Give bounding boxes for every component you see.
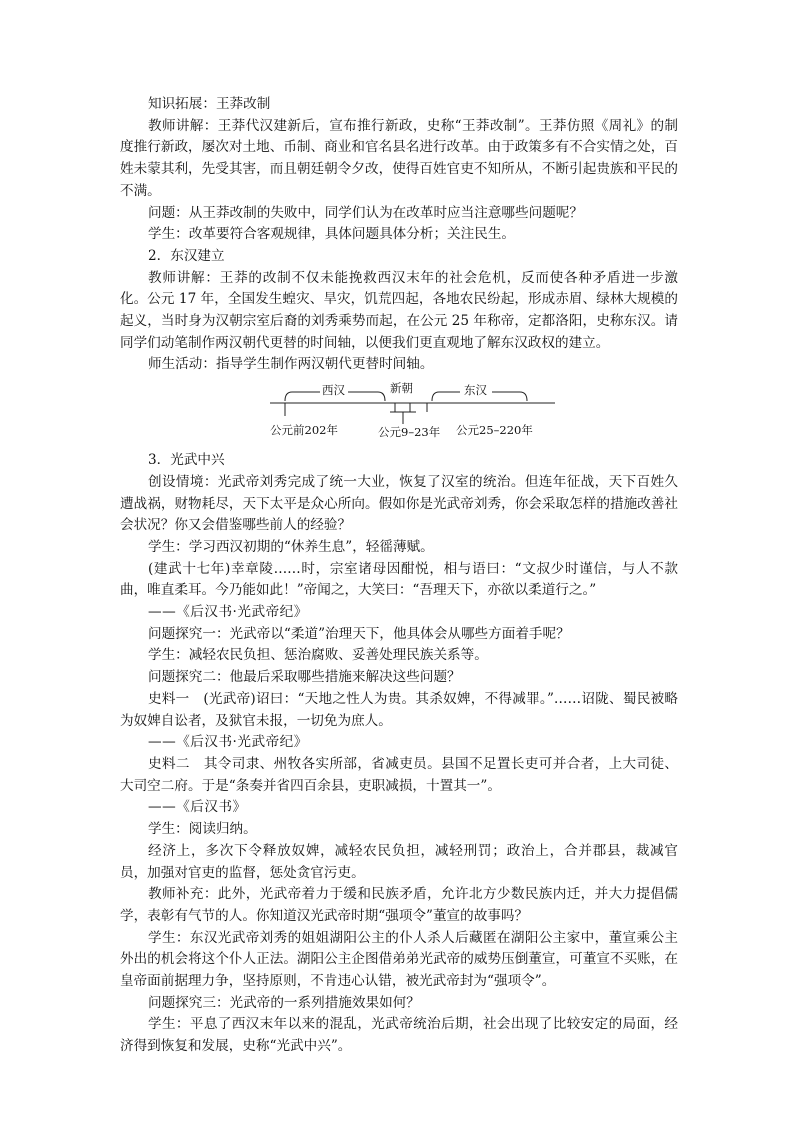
section-3-citation-1: ——《后汉书·光武帝纪》 xyxy=(148,604,308,621)
section-3-student-answer-5: 学生：平息了西汉末年以来的混乱，光武帝统治后期，社会出现了比较安定的局面，经济得到恢复和发展，史称“光武中兴”。 xyxy=(120,1016,678,1055)
section-2-activity: 师生活动：指导学生制作两汉朝代更替时间轴。 xyxy=(148,356,434,373)
section-3-summary: 经济上，多次下令释放奴婢，减轻农民负担，减轻刑罚；政治上，合并郡县，裁减官员，加强对官吏的监督，惩处贪官污吏。 xyxy=(120,842,678,881)
label-xin: 新朝 xyxy=(390,381,413,396)
section-3-student-answer-4: 学生：东汉光武帝刘秀的姐姐湖阳公主的仆人杀人后藏匿在湖阳公主家中，董宣乘公主外出的机会将这个仆人正法。湖阳公主企图借弟弟光武帝的威势压倒董宣，可董宣不买账，在皇帝面前据理力争，坚持原则，不肯违心认错，被光武帝封为“强项令”。 xyxy=(120,929,678,990)
section-3-scenario: 创设情境：光武帝刘秀完成了统一大业，恢复了汉室的统治。但连年征战，天下百姓久遭战祸，财物耗尽，天下太平是众心所向。假如你是光武帝刘秀，你会采取怎样的措施改善社会状况？你又会借鉴哪些前人的经验？ xyxy=(120,473,678,534)
label-start-year: 公元前202年 xyxy=(270,423,338,438)
extension-student-answer: 学生：改革要符合客观规律，具体问题具体分析；关注民生。 xyxy=(148,226,516,243)
label-western-han: 西汉 xyxy=(322,383,345,398)
section-3-citation-2: ——《后汉书·光武帝纪》 xyxy=(148,734,308,751)
han-dynasty-timeline xyxy=(120,376,678,450)
label-xin-years: 公元9–23年 xyxy=(378,425,441,440)
section-3-teacher-supplement: 教师补充：此外，光武帝着力于缓和民族矛盾，允许北方少数民族内迁，并大力提倡儒学，表彰有气节的人。你知道汉光武帝时期“强项令”董宣的故事吗？ xyxy=(120,886,678,924)
section-3-student-answer-3: 学生：阅读归纳。 xyxy=(148,821,257,838)
section-3-question-3: 问题探究三：光武帝的一系列措施效果如何？ xyxy=(148,994,420,1011)
section-3-citation-3: ——《后汉书》 xyxy=(148,799,247,816)
section-3-title: 3．光武中兴 xyxy=(148,452,225,469)
section-3-source-2: 史料二 其令司隶、州牧各实所部，省减吏员。县国不足置长吏可并合者，上大司徒、大司空二府。于是“条奏并省四百余县，吏职减损，十置其一”。 xyxy=(120,755,678,794)
label-eastern-years: 公元25–220年 xyxy=(456,423,533,438)
extension-question: 问题：从王莽改制的失败中，同学们认为在改革时应当注意哪些问题呢？ xyxy=(148,204,583,221)
section-3-question-1: 问题探究一：光武帝以“柔道”治理天下，他具体会从哪些方面着手呢？ xyxy=(148,625,570,642)
section-3-student-answer-1: 学生：学习西汉初期的“休养生息”，轻徭薄赋。 xyxy=(148,538,434,555)
section-3-quote-1: (建武十七年)幸章陵……时，宗室诸母因酣悦，相与语曰：“文叔少时谨信，与人不款曲，唯直柔耳。今乃能如此！”帝闻之，大笑曰：“吾理天下，亦欲以柔道行之。” xyxy=(120,560,678,599)
section-3-source-1: 史料一 (光武帝)诏曰：“天地之性人为贵。其杀奴婢，不得减罪。”……诏陇、蜀民被略为奴婢自讼者，及狱官未报，一切免为庶人。 xyxy=(120,690,678,729)
extension-title: 知识拓展：王莽改制 xyxy=(148,96,271,112)
lesson-text xyxy=(120,94,678,1058)
section-2-teacher-explanation: 教师讲解：王莽的改制不仅未能挽救西汉末年的社会危机，反而使各种矛盾进一步激化。公元 17 年，全国发生蝗灾、旱灾，饥荒四起，各地农民纷起，形成赤眉、绿林大规模的起义，当时身为汉朝宗室后裔的刘秀乘势而起，在公元 25 年称帝，定都洛阳，史称东汉。请同学们动笔制作两汉朝代更替的时间轴，以便我们更直观地了解东汉政权的建立。 xyxy=(120,269,678,351)
extension-teacher-explanation: 教师讲解：王莽代汉建新后，宣布推行新政，史称“王莽改制”。王莽仿照《周礼》的制度推行新政，屡次对土地、币制、商业和官名县名进行改革。由于政策多有不合实情之处，百姓未蒙其利，先受其害，而且朝廷朝令夕改，使得百姓官吏不知所从，不断引起贵族和平民的不满。 xyxy=(120,117,678,199)
label-eastern-han: 东汉 xyxy=(464,383,487,398)
section-2-title: 2．东汉建立 xyxy=(148,247,225,264)
section-3-student-answer-2: 学生：减轻农民负担、惩治腐败、妥善处理民族关系等。 xyxy=(148,647,488,664)
section-3-question-2: 问题探究二：他最后采取哪些措施来解决这些问题？ xyxy=(148,669,461,686)
